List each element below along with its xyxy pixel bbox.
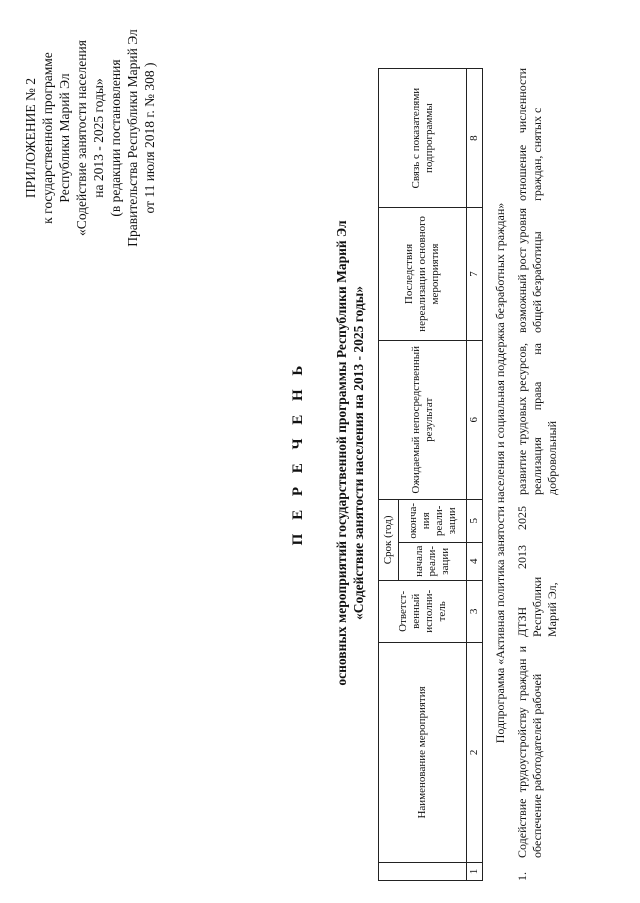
column-number: 7 (467, 208, 483, 340)
header-consequences: Последствия нереализации основного мероприятия (379, 208, 467, 340)
header-indicator-link: Связь с показателями подпрограммы (379, 69, 467, 208)
row-end-year: 2025 (515, 506, 529, 530)
appendix-line: Республики Марий Эл (57, 73, 72, 203)
appendix-line: Правительства Республики Марий Эл (125, 29, 140, 247)
header-term-start: начала реали-зации (399, 542, 467, 580)
header-executor: Ответст-венный исполни-тель (379, 580, 467, 642)
header-term-end: оконча-ния реали-зации (399, 499, 467, 542)
appendix-line: (в редакции постановления (108, 59, 123, 217)
column-number: 3 (467, 580, 483, 642)
header-term: Срок (год) (379, 499, 399, 580)
column-number: 4 (467, 542, 483, 580)
appendix-line: от 11 июля 2018 г. № 308 ) (142, 62, 157, 214)
appendix-line: к государственной программе (40, 52, 55, 224)
row-executor: ДТЗН Республики Марий Эл, (515, 576, 559, 637)
header-index (379, 863, 467, 881)
column-number: 1 (467, 863, 483, 881)
column-number: 6 (467, 340, 483, 499)
header-expected-result: Ожидаемый непосредственный результат (379, 340, 467, 499)
column-number: 2 (467, 642, 483, 862)
title-line-2: «Содействие занятости населения на 2013 - 2025 годы» (351, 285, 366, 621)
appendix-line: ПРИЛОЖЕНИЕ № 2 (23, 77, 38, 199)
activities-table (378, 68, 483, 881)
document-title (290, 153, 367, 753)
appendix-line: на 2013 - 2025 годы» (91, 78, 106, 198)
row-activity-name: Содействие трудоустройству граждан и обеспечение работодателей рабочей (515, 646, 544, 858)
row-consequences: возможный рост уровня общей безработицы (515, 208, 544, 333)
column-number: 8 (467, 69, 483, 208)
title-word: П Е Р Е Ч Е Н Ь (290, 360, 306, 546)
appendix-line: «Содействие занятости населения (74, 40, 89, 236)
row-start-year: 2013 (515, 545, 529, 569)
row-expected-result: развитие трудовых ресурсов, реализация права на добровольный (515, 343, 559, 495)
column-number: 5 (467, 499, 483, 542)
row-indicator-link: отношение численности граждан, снятых с (515, 68, 544, 201)
header-activity-name: Наименование мероприятия (379, 642, 467, 862)
appendix-header (22, 13, 158, 263)
title-line-1: основных мероприятий государственной программы Республики Марий Эл (334, 220, 349, 686)
row-number: 1. (515, 872, 529, 881)
subprogram-heading: Подпрограмма «Активная политика занятости населения и социальная поддержка безработных граждан» (493, 202, 507, 744)
